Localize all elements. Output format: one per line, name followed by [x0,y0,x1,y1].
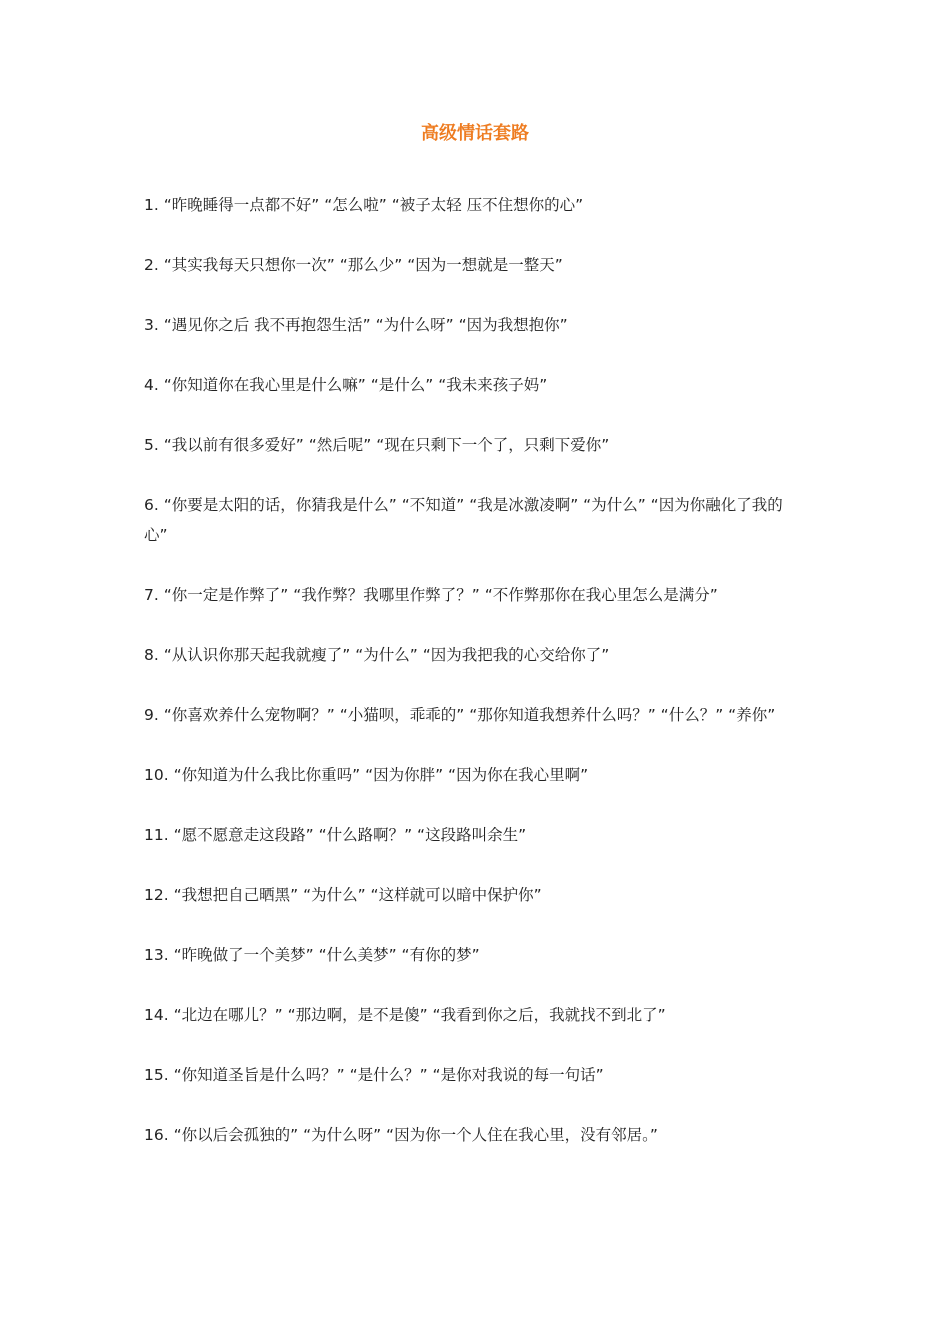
list-item: 11. “愿不愿意走这段路” “什么路啊？” “这段路叫余生” [144,826,527,844]
list-item: 2. “其实我每天只想你一次” “那么少” “因为一想就是一整天” [144,256,563,274]
list-item: 13. “昨晚做了一个美梦” “什么美梦” “有你的梦” [144,946,480,964]
list-item: 1. “昨晚睡得一点都不好” “怎么啦” “被子太轻 压不住想你的心” [144,196,584,214]
list-item: 14. “北边在哪儿？” “那边啊，是不是傻” “我看到你之后，我就找不到北了” [144,1006,666,1024]
list-item: 8. “从认识你那天起我就瘦了” “为什么” “因为我把我的心交给你了” [144,646,610,664]
list-item: 9. “你喜欢养什么宠物啊？” “小猫呗，乖乖的” “那你知道我想养什么吗？” “什么？” “养你” [144,706,776,724]
document-title: 高级情话套路 [421,123,529,144]
dialogue-list [144,190,804,1180]
list-item: 6. “你要是太阳的话，你猜我是什么” “不知道” “我是冰激凌啊” “为什么” “因为你融化了我的心” [144,496,783,544]
list-item: 15. “你知道圣旨是什么吗？” “是什么？” “是你对我说的每一句话” [144,1066,604,1084]
list-item: 5. “我以前有很多爱好” “然后呢” “现在只剩下一个了，只剩下爱你” [144,436,610,454]
list-item: 12. “我想把自己晒黑” “为什么” “这样就可以暗中保护你” [144,886,542,904]
list-item: 3. “遇见你之后 我不再抱怨生活” “为什么呀” “因为我想抱你” [144,316,568,334]
list-item: 7. “你一定是作弊了” “我作弊？我哪里作弊了？” “不作弊那你在我心里怎么是满分” [144,586,718,604]
list-item: 4. “你知道你在我心里是什么嘛” “是什么” “我未来孩子妈” [144,376,548,394]
list-item: 16. “你以后会孤独的” “为什么呀” “因为你一个人住在我心里，没有邻居。” [144,1126,658,1144]
list-item: 10. “你知道为什么我比你重吗” “因为你胖” “因为你在我心里啊” [144,766,589,784]
